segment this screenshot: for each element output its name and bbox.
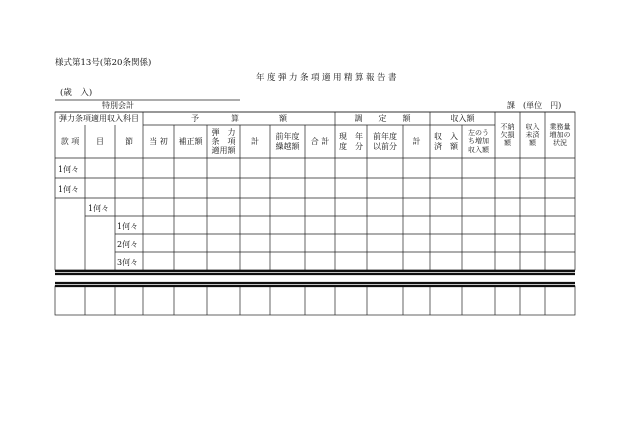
increase-line3: 収入額 bbox=[468, 145, 489, 154]
grand-total-header: 合 計 bbox=[310, 136, 330, 146]
unreceived-header bbox=[520, 112, 545, 158]
revenue-label: (歳 入) bbox=[60, 88, 93, 98]
received-line2: 済 額 bbox=[434, 141, 458, 151]
subject-header: 弾力条項適用収入科目 bbox=[59, 113, 139, 123]
budget-total-header: 計 bbox=[251, 136, 259, 146]
elastic-header-line2: 条 項 bbox=[211, 136, 236, 146]
elastic-header-line3: 適用額 bbox=[211, 146, 236, 156]
unit-label: 課 (単位 円) bbox=[507, 101, 562, 110]
kan-item: 1何々 bbox=[58, 165, 80, 174]
loss-line1: 不納 bbox=[500, 122, 515, 131]
current-year-header bbox=[335, 125, 367, 158]
setsu-item-1: 1何々 bbox=[117, 222, 139, 231]
received-header bbox=[430, 125, 462, 158]
supplement-header: 補正額 bbox=[178, 136, 203, 146]
assessment-total-header: 計 bbox=[412, 136, 421, 146]
current-year-line1: 現 年 bbox=[339, 132, 363, 142]
loss-header bbox=[495, 112, 520, 158]
moku-header: 目 bbox=[96, 136, 104, 146]
report-title: 年度弾力条項適用精算報告書 bbox=[256, 73, 400, 83]
prior-year-line2: 以前分 bbox=[373, 141, 397, 151]
status-line3: 状況 bbox=[553, 139, 567, 148]
carryover-header bbox=[270, 125, 305, 158]
setsu-item-3: 3何々 bbox=[117, 258, 139, 267]
setsu-header: 節 bbox=[125, 136, 133, 146]
initial-header: 当 初 bbox=[149, 136, 168, 146]
increase-header bbox=[462, 125, 495, 158]
special-account-label: 特別会計 bbox=[102, 101, 134, 110]
kan-kou-header: 款 項 bbox=[60, 136, 80, 146]
setsu-item-2: 2何々 bbox=[117, 240, 139, 249]
prior-year-line1: 前年度 bbox=[373, 132, 397, 142]
assessment-header: 調 定 額 bbox=[354, 113, 411, 123]
prior-year-header bbox=[367, 125, 403, 158]
loss-line2: 欠損 bbox=[500, 130, 515, 139]
carryover-header-line1: 前年度 bbox=[275, 132, 300, 142]
increase-line2: ち増加 bbox=[468, 137, 489, 146]
increase-line1: 左のう bbox=[468, 129, 489, 138]
style-number: 様式第13号(第20条関係) bbox=[55, 58, 152, 68]
receipt-header: 収入額 bbox=[450, 113, 475, 123]
current-year-line2: 度 分 bbox=[339, 141, 363, 151]
unreceived-line1: 収入 bbox=[525, 122, 540, 131]
loss-line3: 額 bbox=[504, 139, 511, 148]
elastic-header-line1: 弾 力 bbox=[211, 127, 236, 137]
status-line2: 増加の bbox=[549, 130, 571, 139]
received-line1: 収 入 bbox=[434, 132, 458, 142]
status-line1: 業務量 bbox=[549, 122, 571, 131]
unreceived-line2: 未済 bbox=[525, 130, 540, 139]
workload-status-header bbox=[545, 112, 575, 158]
moku-item: 1何々 bbox=[88, 204, 110, 213]
budget-header: 予 算 額 bbox=[191, 113, 287, 123]
carryover-header-line2: 繰越額 bbox=[275, 141, 300, 151]
kou-item: 1何々 bbox=[58, 185, 80, 194]
elastic-header bbox=[207, 125, 240, 158]
unreceived-line3: 額 bbox=[529, 139, 536, 148]
